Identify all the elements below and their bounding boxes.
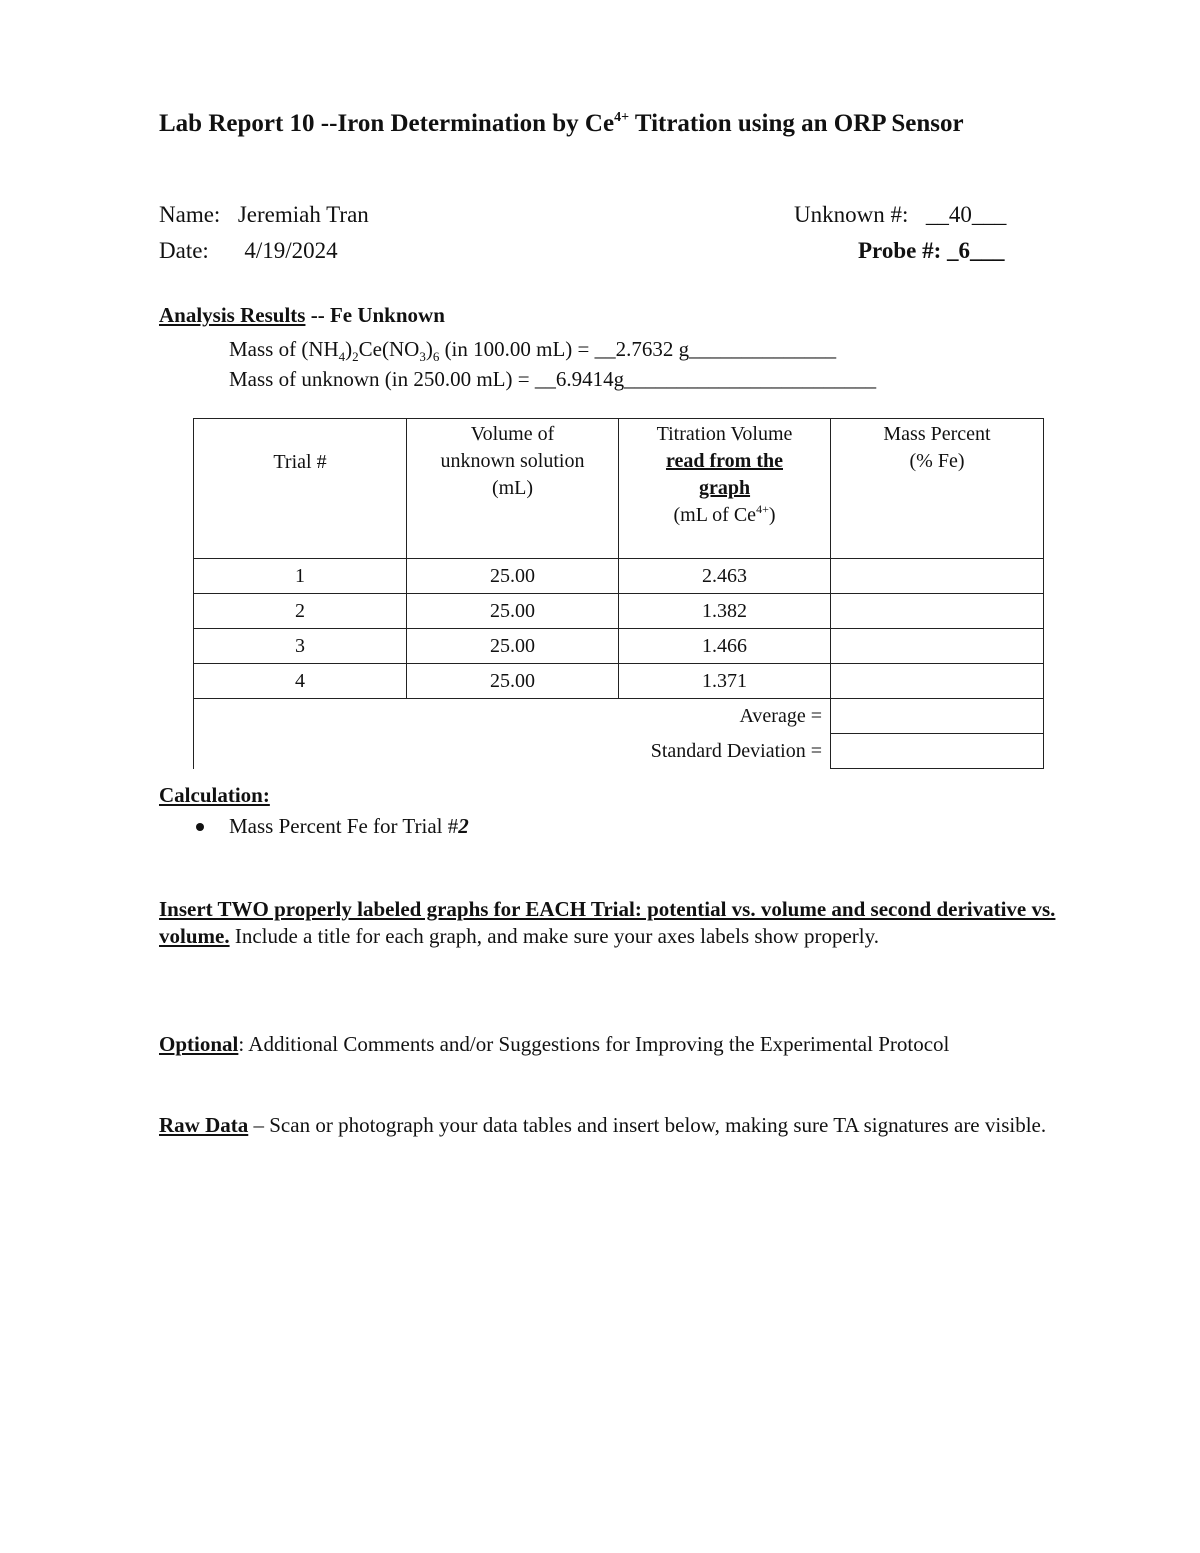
header-mass-line2: (% Fe) bbox=[909, 450, 965, 472]
header-trial-text: Trial # bbox=[273, 451, 327, 473]
bullet-icon bbox=[196, 823, 204, 831]
table-row bbox=[194, 629, 1044, 664]
date-label: Date: bbox=[159, 238, 209, 263]
average-label: Average = bbox=[194, 699, 831, 734]
title-text-continued: Titration using an ORP Sensor bbox=[629, 110, 964, 137]
graphs-instruction-bold: Insert TWO properly labeled graphs for EACH Trial: potential vs. volume and second derivative vs. volume. bbox=[159, 897, 1056, 948]
analysis-heading-line bbox=[159, 303, 445, 328]
cell-titration: 1.466 bbox=[619, 629, 831, 664]
calculation-heading: Calculation: bbox=[159, 783, 270, 807]
stdev-label: Standard Deviation = bbox=[194, 734, 831, 769]
table-row bbox=[194, 559, 1044, 594]
raw-data-heading: Raw Data bbox=[159, 1113, 249, 1137]
header-titration-line3: graph bbox=[698, 477, 751, 499]
header-titration-unit: (mL of Ce bbox=[673, 504, 757, 526]
average-row bbox=[194, 699, 1044, 734]
mass-unknown-line: Mass of unknown (in 250.00 mL) = __6.9414g________________________ bbox=[229, 367, 877, 391]
date-field bbox=[159, 238, 338, 264]
calculation-bullet-trial: 2 bbox=[458, 814, 469, 838]
header-titration bbox=[619, 419, 831, 559]
cell-volume: 25.00 bbox=[407, 559, 619, 594]
title-superscript: 4+ bbox=[614, 110, 630, 125]
optional-section bbox=[159, 1031, 1059, 1058]
unknown-field bbox=[794, 202, 1006, 228]
analysis-subtitle: -- Fe Unknown bbox=[305, 303, 445, 327]
mass-ce-value: (in 100.00 mL) = __2.7632 g______________ bbox=[439, 337, 837, 361]
cell-trial: 4 bbox=[194, 664, 407, 699]
mass-ce-sub-a: 4 bbox=[338, 349, 346, 365]
mass-ce-text-a: Mass of (NH bbox=[229, 337, 339, 361]
cell-titration: 2.463 bbox=[619, 559, 831, 594]
analysis-heading: Analysis Results bbox=[159, 303, 306, 327]
raw-data-section bbox=[159, 1112, 1059, 1139]
optional-heading: Optional bbox=[159, 1032, 239, 1056]
header-volume-line2: unknown solution bbox=[440, 450, 585, 472]
table-header-row bbox=[194, 419, 1044, 559]
cell-volume: 25.00 bbox=[407, 664, 619, 699]
cell-mass-percent[interactable] bbox=[831, 594, 1044, 629]
mass-ce-text-b: ) bbox=[345, 337, 353, 361]
calculation-bullet bbox=[196, 814, 696, 839]
probe-value: _6___ bbox=[947, 238, 1005, 263]
cell-titration: 1.371 bbox=[619, 664, 831, 699]
cell-titration: 1.382 bbox=[619, 594, 831, 629]
page-title bbox=[159, 108, 1019, 140]
stdev-row bbox=[194, 734, 1044, 769]
header-titration-line4 bbox=[619, 502, 830, 529]
optional-text: : Additional Comments and/or Suggestions for Improving the Experimental Protocol bbox=[238, 1032, 950, 1056]
cell-mass-percent[interactable] bbox=[831, 664, 1044, 699]
header-volume-line1: Volume of bbox=[470, 423, 555, 445]
cell-trial: 3 bbox=[194, 629, 407, 664]
cell-trial: 2 bbox=[194, 594, 407, 629]
results-table bbox=[193, 418, 1044, 769]
date-value: 4/19/2024 bbox=[244, 238, 338, 263]
cell-volume: 25.00 bbox=[407, 594, 619, 629]
header-titration-line1: Titration Volume bbox=[656, 423, 793, 445]
probe-label: Probe #: bbox=[858, 238, 942, 263]
graphs-instruction bbox=[159, 896, 1059, 950]
mass-ce-line bbox=[229, 337, 837, 365]
raw-data-text: – Scan or photograph your data tables and insert below, making sure TA signatures are visible. bbox=[248, 1113, 1047, 1137]
title-text: Lab Report 10 --Iron Determination by Ce bbox=[159, 110, 615, 137]
table-row bbox=[194, 594, 1044, 629]
header-mass-line1: Mass Percent bbox=[883, 423, 991, 445]
mass-ce-text-c: Ce(NO bbox=[358, 337, 420, 361]
cell-mass-percent[interactable] bbox=[831, 629, 1044, 664]
name-field bbox=[159, 202, 369, 228]
graphs-instruction-text: Include a title for each graph, and make sure your axes labels show properly. bbox=[229, 924, 879, 948]
mass-ce-sub-b: 2 bbox=[352, 349, 359, 365]
name-label: Name: bbox=[159, 202, 221, 227]
header-trial bbox=[194, 419, 407, 559]
header-volume-line3: (mL) bbox=[491, 477, 534, 499]
stdev-value[interactable] bbox=[831, 734, 1044, 769]
cell-mass-percent[interactable] bbox=[831, 559, 1044, 594]
header-titration-line2: read from the bbox=[665, 450, 783, 472]
header-titration-sup: 4+ bbox=[756, 502, 769, 516]
mass-ce-sub-c: 3 bbox=[419, 349, 426, 365]
unknown-value: __40___ bbox=[925, 202, 1007, 227]
header-titration-close: ) bbox=[768, 504, 776, 526]
header-mass-percent bbox=[831, 419, 1044, 559]
mass-ce-sub-d: 6 bbox=[432, 349, 440, 365]
header-volume bbox=[407, 419, 619, 559]
cell-trial: 1 bbox=[194, 559, 407, 594]
cell-volume: 25.00 bbox=[407, 629, 619, 664]
table-row bbox=[194, 664, 1044, 699]
name-value: Jeremiah Tran bbox=[237, 202, 369, 227]
calculation-bullet-text: Mass Percent Fe for Trial # bbox=[229, 814, 459, 838]
unknown-label: Unknown #: bbox=[794, 202, 909, 227]
probe-field bbox=[858, 238, 1005, 264]
mass-ce-text-d: ) bbox=[425, 337, 433, 361]
average-value[interactable] bbox=[831, 699, 1044, 734]
